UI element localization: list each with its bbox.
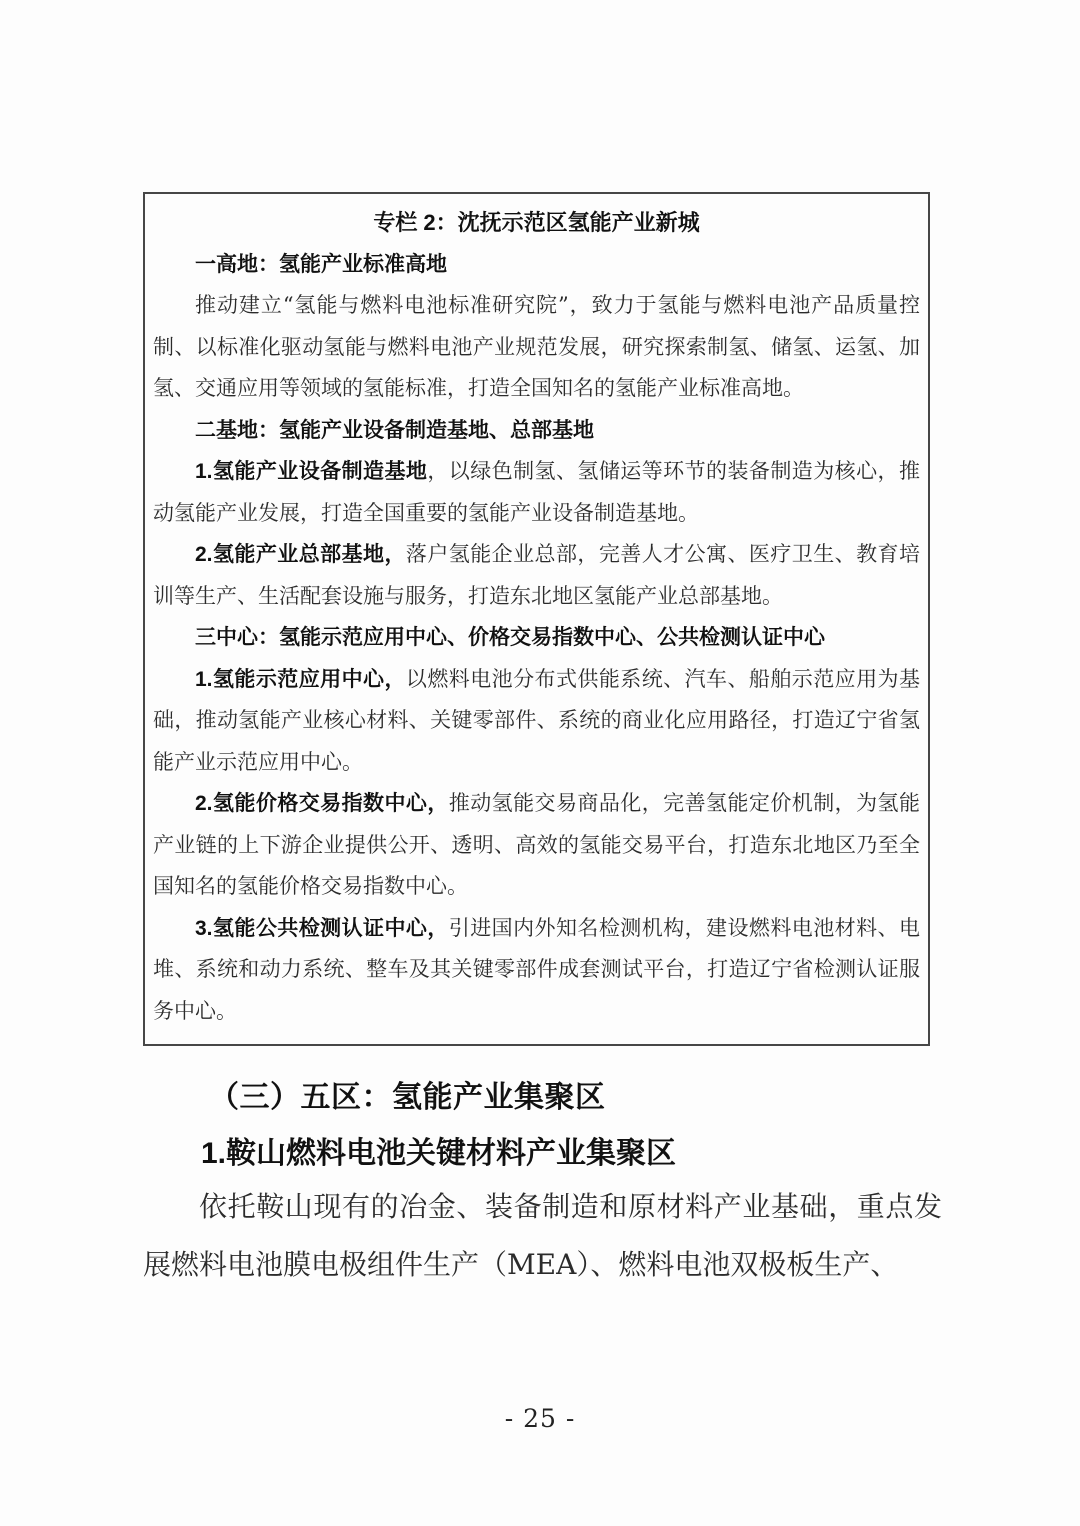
paragraph-text: ，以绿色制氢、氢储运等环节的装备制造为核心，推动氢能产业发展，打造全国重要的氢能产业设备制造基地。 bbox=[153, 459, 920, 525]
paragraph-lead: 2.氢能产业总部基地， bbox=[195, 543, 406, 566]
paragraph-text: 推动氢能交易商品化，完善氢能定价机制，为氢能产业链的上下游企业提供公开、透明、高效的氢能交易平台，打造东北地区乃至全国知名的氢能价格交易指数中心。 bbox=[153, 791, 920, 898]
callout-paragraph bbox=[153, 659, 920, 784]
paragraph-lead: 3.氢能公共检测认证中心， bbox=[195, 916, 449, 940]
subsection-heading-anshan: 1.鞍山燃料电池关键材料产业集聚区 bbox=[201, 1137, 677, 1170]
paragraph-text: 以燃料电池分布式供能系统、汽车、船舶示范应用为基础，推动氢能产业核心材料、关键零部件、系统的商业化应用路径，打造辽宁省氢能产业示范应用中心。 bbox=[153, 666, 920, 774]
paragraph-text: 落户氢能企业总部，完善人才公寓、医疗卫生、教育培训等生产、生活配套设施与服务，打造东北地区氢能产业总部基地。 bbox=[153, 542, 920, 608]
callout-box-zhuanlan-2 bbox=[143, 192, 930, 1046]
callout-heading-zhongxin: 三中心：氢能示范应用中心、价格交易指数中心、公共检测认证中心 bbox=[195, 626, 825, 649]
callout-paragraph bbox=[153, 783, 920, 908]
callout-paragraph bbox=[153, 285, 920, 410]
callout-paragraph bbox=[153, 534, 920, 617]
section-heading-wuqu: （三）五区：氢能产业集聚区 bbox=[209, 1081, 606, 1114]
callout-paragraph bbox=[153, 908, 920, 1033]
page-number: - 25 - bbox=[504, 1404, 576, 1433]
paragraph-lead: 1.氢能产业设备制造基地 bbox=[195, 460, 428, 483]
callout-heading-jidi: 二基地：氢能产业设备制造基地、总部基地 bbox=[195, 418, 594, 442]
callout-title: 专栏 2：沈抚示范区氢能产业新城 bbox=[373, 210, 700, 235]
paragraph-text: 推动建立“氢能与燃料电池标准研究院”，致力于氢能与燃料电池产品质量控制、以标准化驱动氢能与燃料电池产业规范发展，研究探索制氢、储氢、运氢、加氢、交通应用等领域的氢能标准，打造全国知名的氢能产业标准高地。 bbox=[153, 293, 920, 400]
paragraph-lead: 1.氢能示范应用中心， bbox=[195, 667, 406, 691]
paragraph-lead: 2.氢能价格交易指数中心， bbox=[195, 792, 449, 815]
body-paragraph: 依托鞍山现有的冶金、装备制造和原材料产业基础，重点发展燃料电池膜电极组件生产（MEA）、燃料电池双极板生产、 bbox=[143, 1190, 942, 1281]
callout-heading-gaodi: 一高地：氢能产业标准高地 bbox=[195, 252, 447, 276]
paragraph-text: 引进国内外知名检测机构，建设燃料电池材料、电堆、系统和动力系统、整车及其关键零部件成套测试平台，打造辽宁省检测认证服务中心。 bbox=[153, 915, 920, 1023]
callout-paragraph bbox=[153, 451, 920, 534]
